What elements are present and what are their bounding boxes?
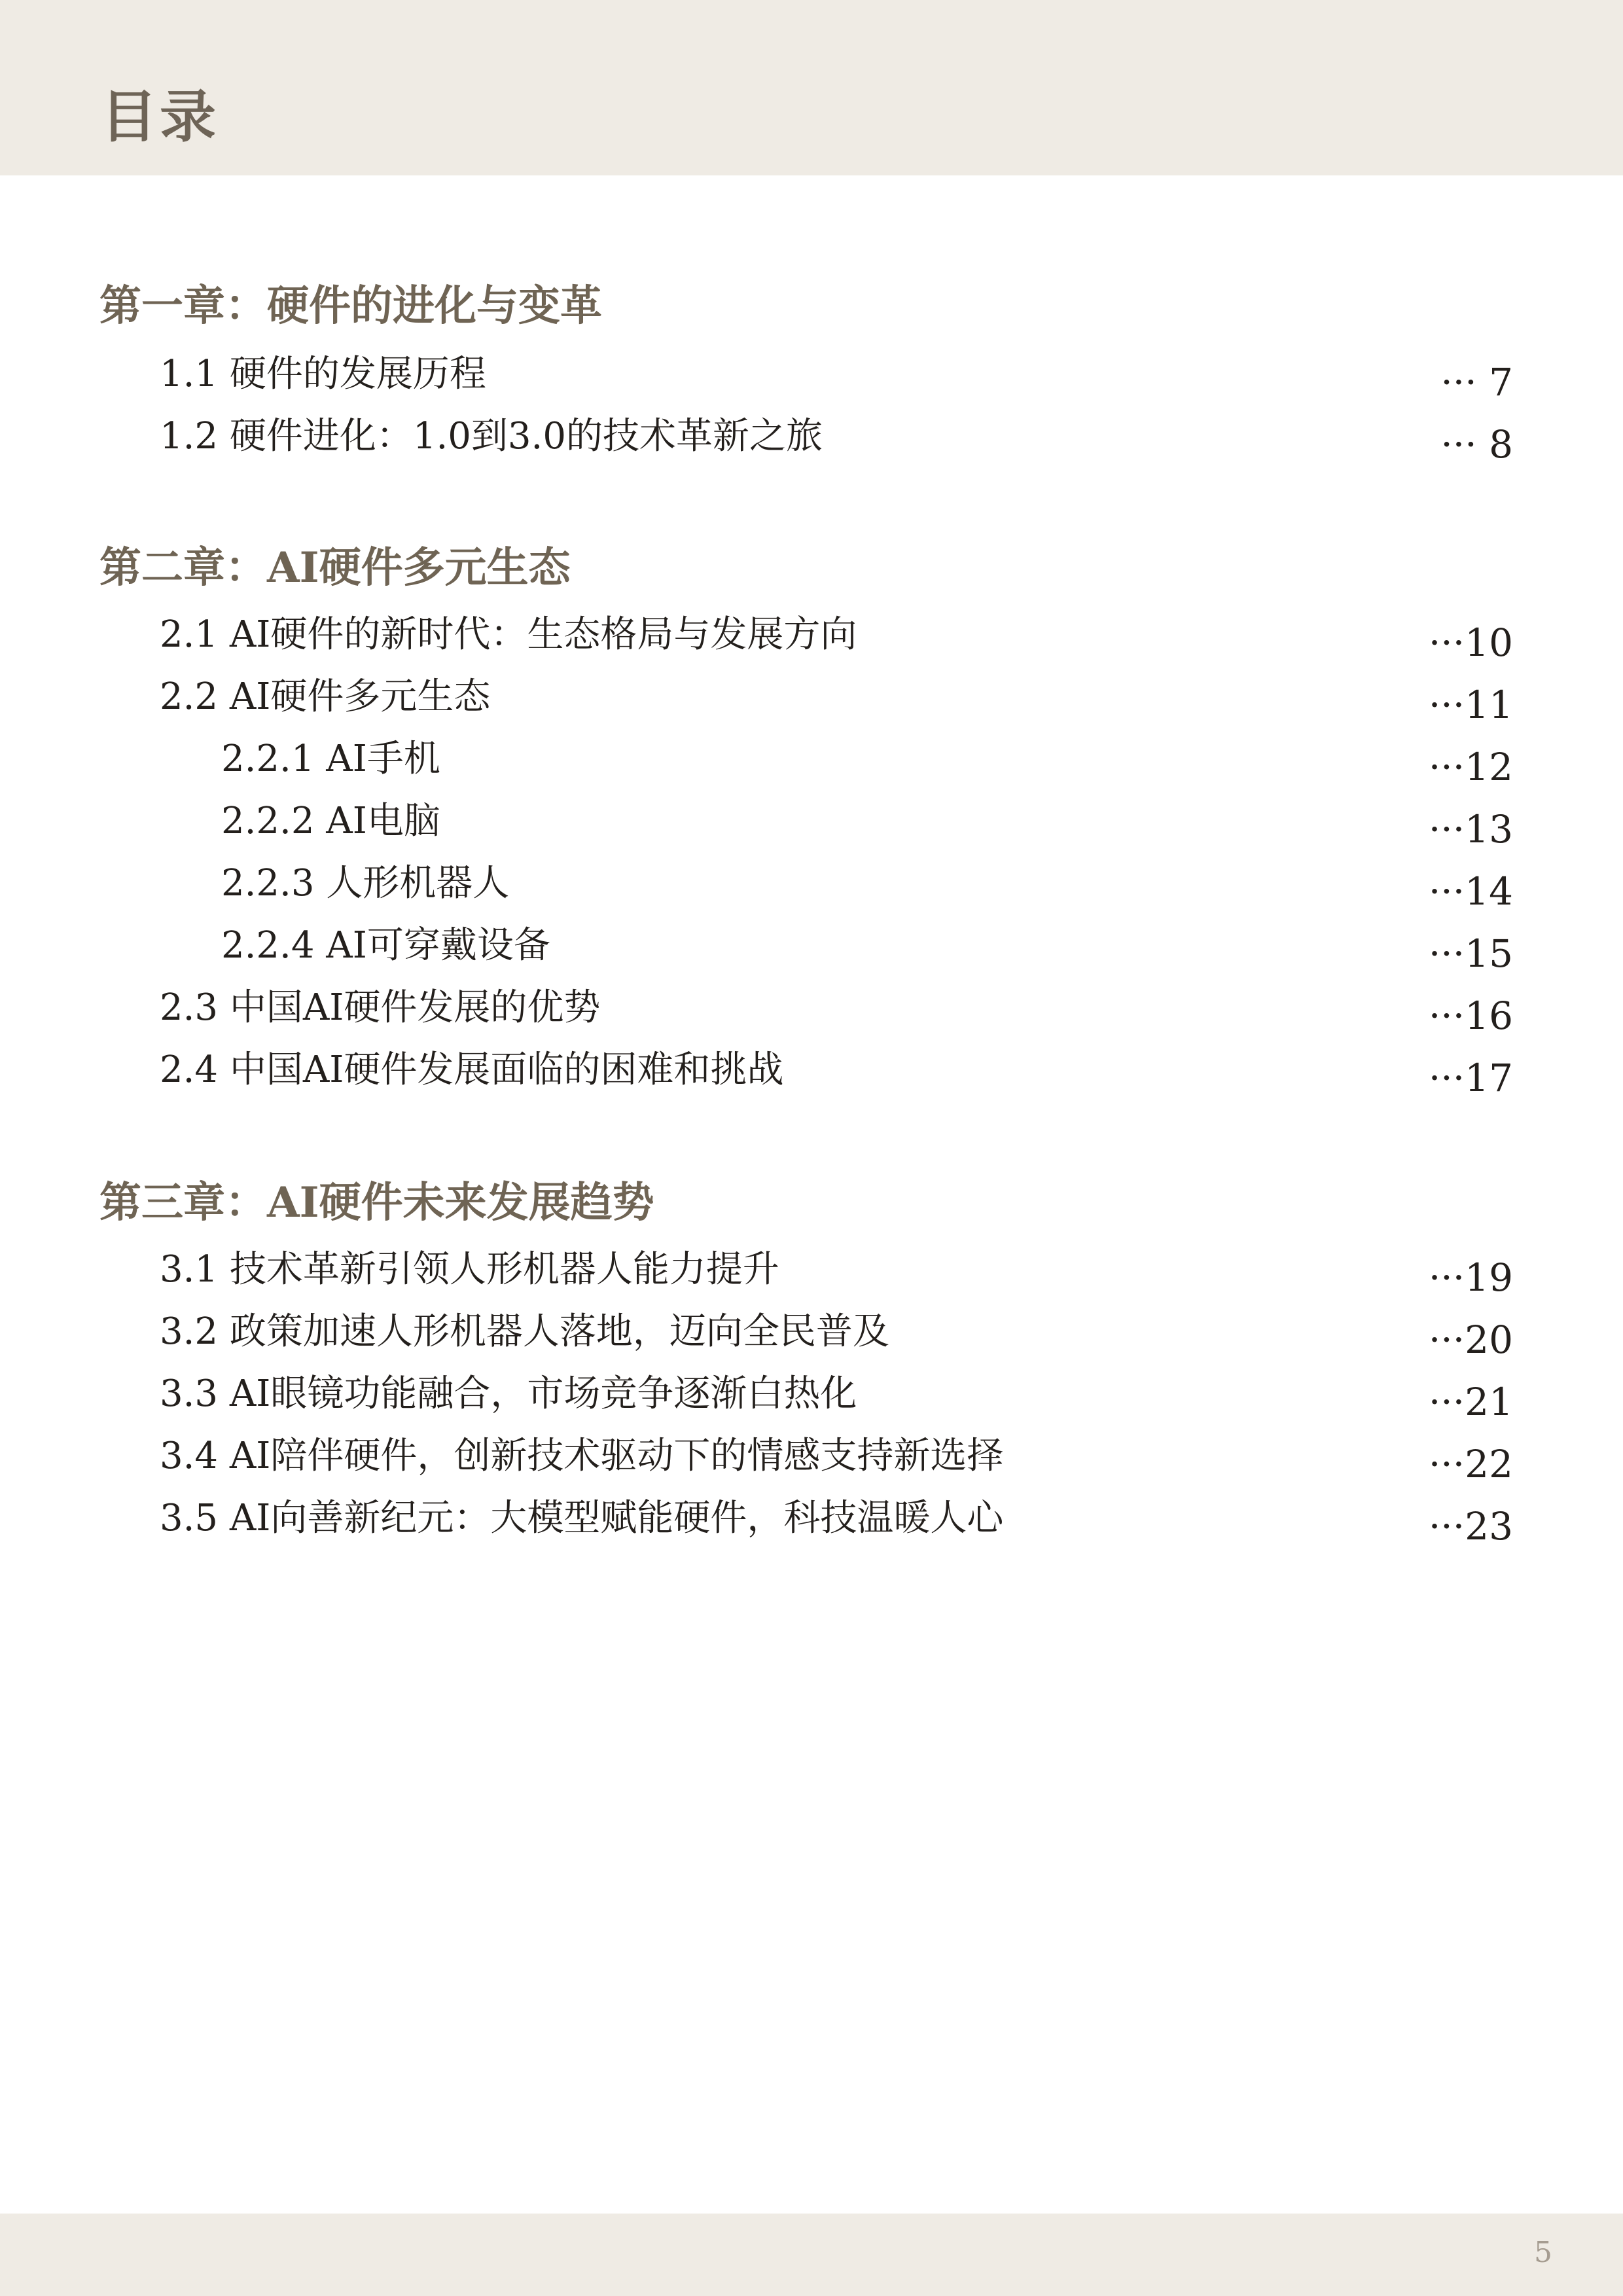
toc-entry-label: 3.4 AI陪伴硬件，创新技术驱动下的情感支持新选择 xyxy=(160,1435,1004,1477)
toc-entry[interactable] xyxy=(0,1492,1623,1549)
toc-entry[interactable] xyxy=(0,733,1623,789)
toc-entry-label: 3.3 AI眼镜功能融合，市场竞争逐渐白热化 xyxy=(160,1372,857,1415)
toc-entry-page: ··· 8 xyxy=(1440,422,1513,467)
chapter-heading[interactable] xyxy=(0,542,1623,594)
chapter-heading[interactable] xyxy=(0,1177,1623,1229)
toc-entry[interactable] xyxy=(0,857,1623,914)
toc-entry[interactable] xyxy=(0,1044,1623,1100)
toc-entry-page: ···13 xyxy=(1428,807,1513,852)
toc-entry[interactable] xyxy=(0,348,1623,404)
toc-entry-page: ···12 xyxy=(1428,745,1513,789)
toc-entry[interactable] xyxy=(0,1430,1623,1486)
toc-entry-page: ···20 xyxy=(1428,1318,1513,1362)
toc-entry-label: 2.2 AI硬件多元生态 xyxy=(160,675,491,718)
toc-entry[interactable] xyxy=(0,609,1623,665)
toc-entry[interactable] xyxy=(0,671,1623,727)
toc-entry-label: 3.1 技术革新引领人形机器人能力提升 xyxy=(160,1248,779,1291)
toc-entry[interactable] xyxy=(0,795,1623,852)
toc-entry-label: 2.1 AI硬件的新时代：生态格局与发展方向 xyxy=(160,613,857,656)
toc-entry-page: ···11 xyxy=(1428,683,1513,727)
toc-entry-label: 3.5 AI向善新纪元：大模型赋能硬件，科技温暖人心 xyxy=(160,1497,1004,1539)
chapter-title: 第一章：硬件的进化与变革 xyxy=(99,281,602,331)
toc-entry-page: ···22 xyxy=(1428,1442,1513,1486)
toc-entry[interactable] xyxy=(0,410,1623,467)
toc-entry-page: ···23 xyxy=(1428,1504,1513,1549)
toc-entry-page: ···19 xyxy=(1428,1255,1513,1300)
toc-entry-page: ···17 xyxy=(1428,1056,1513,1100)
chapter-title: 第二章：AI硬件多元生态 xyxy=(99,543,571,592)
chapter-heading[interactable] xyxy=(0,280,1623,332)
toc-entry-page: ···15 xyxy=(1428,931,1513,976)
toc-entry-label: 1.1 硬件的发展历程 xyxy=(160,353,486,395)
toc-entry-page: ···16 xyxy=(1428,994,1513,1038)
toc-entry[interactable] xyxy=(0,1244,1623,1300)
footer-band xyxy=(0,2214,1623,2296)
page-number: 5 xyxy=(1534,2236,1552,2269)
toc-entry[interactable] xyxy=(0,920,1623,976)
toc-entry-page: ···21 xyxy=(1428,1380,1513,1424)
toc-entry-page: ···10 xyxy=(1428,620,1513,665)
chapter-title: 第三章：AI硬件未来发展趋势 xyxy=(99,1178,654,1227)
toc-entry[interactable] xyxy=(0,982,1623,1038)
toc-entry[interactable] xyxy=(0,1368,1623,1424)
toc-entry-label: 2.4 中国AI硬件发展面临的困难和挑战 xyxy=(160,1049,784,1091)
toc-entry-page: ···14 xyxy=(1428,869,1513,914)
toc-entry-label: 2.2.4 AI可穿戴设备 xyxy=(221,924,550,967)
toc-entry-label: 2.2.3 人形机器人 xyxy=(221,862,510,905)
toc-entry-page: ··· 7 xyxy=(1440,360,1513,404)
toc-entry-label: 2.2.2 AI电脑 xyxy=(221,800,440,842)
toc-entry[interactable] xyxy=(0,1306,1623,1362)
toc-entry-label: 3.2 政策加速人形机器人落地，迈向全民普及 xyxy=(160,1310,889,1353)
toc-entry-label: 2.3 中国AI硬件发展的优势 xyxy=(160,986,601,1029)
toc-entry-label: 2.2.1 AI手机 xyxy=(221,738,440,780)
page-title: 目录 xyxy=(101,84,219,150)
toc-entry-label: 1.2 硬件进化：1.0到3.0的技术革新之旅 xyxy=(160,415,823,457)
